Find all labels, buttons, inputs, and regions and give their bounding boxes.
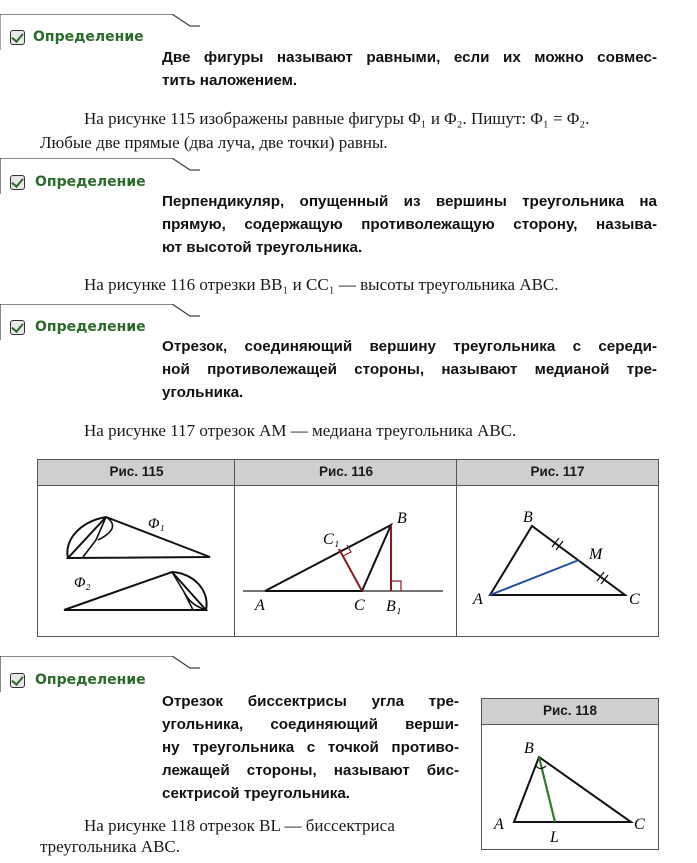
paragraph-1-line-1: На рисунке 115 изображены равные фигуры Φ₁ и Φ₂. Пишут: Φ₁ = Φ₂. xyxy=(84,109,590,128)
definition-text-2 xyxy=(162,190,657,259)
right-angle-mark xyxy=(391,581,401,591)
figure-header: Рис. 118 xyxy=(482,699,658,725)
label-c: C xyxy=(634,816,645,833)
figure-118 xyxy=(482,699,658,849)
def-line: угольника, соединяющий верши- xyxy=(162,716,459,733)
def-line: тить наложением. xyxy=(162,72,298,89)
checkbox-icon xyxy=(10,30,25,45)
paragraph-2: На рисунке 116 отрезки BB₁ и CC₁ — высоты треугольника ABC. xyxy=(84,275,559,294)
label-phi2: Φ₂ xyxy=(74,575,91,591)
paragraph-3: На рисунке 117 отрезок AM — медиана треугольника ABC. xyxy=(84,421,517,440)
label-a: A xyxy=(473,591,483,608)
paragraph-4-line-2: треугольника ABC. xyxy=(40,837,181,856)
label-l: L xyxy=(550,829,559,846)
definition-label: Определение xyxy=(35,672,146,688)
label-c1: C₁ xyxy=(323,531,340,548)
figure-115 xyxy=(38,460,234,636)
label-b: B xyxy=(523,509,533,526)
label-c: C xyxy=(354,597,365,614)
checkbox-icon xyxy=(10,673,25,688)
figure-116 xyxy=(235,460,456,636)
def-line: ют высотой треугольника. xyxy=(162,239,363,256)
figure-phi1 xyxy=(67,517,210,558)
checkbox-icon xyxy=(10,320,25,335)
def-line: сектрисой треугольника. xyxy=(162,785,351,802)
figure-header: Рис. 115 xyxy=(38,460,235,486)
figures-table xyxy=(37,459,659,637)
figure-118-box xyxy=(481,698,659,850)
figure-117 xyxy=(457,460,658,636)
label-m: M xyxy=(589,546,603,563)
triangle-abc xyxy=(514,757,631,822)
label-b: B xyxy=(524,740,534,757)
paragraph-4-line-1: На рисунке 118 отрезок BL — биссектриса xyxy=(84,816,395,835)
definition-text-1 xyxy=(162,46,657,92)
checkbox-icon xyxy=(10,175,25,190)
label-b1: B₁ xyxy=(386,598,402,615)
triangle-abc xyxy=(490,526,625,595)
def-line: ной противолежащей стороны, называют медианой тре- xyxy=(162,361,657,378)
altitude-cc1 xyxy=(339,549,362,591)
def-line: ну треугольника с точкой противо- xyxy=(162,739,459,756)
figure-header: Рис. 117 xyxy=(457,460,658,486)
label-a: A xyxy=(255,597,265,614)
label-c: C xyxy=(629,591,640,608)
definition-label: Определение xyxy=(33,29,144,45)
figure-header: Рис. 116 xyxy=(235,460,457,486)
paragraph-1-line-2: Любые две прямые (два луча, две точки) равны. xyxy=(40,133,388,152)
definition-text-3 xyxy=(162,335,657,404)
label-b: B xyxy=(397,510,407,527)
def-line: прямую, содержащую противолежащую сторону, называ- xyxy=(162,216,657,233)
def-line: Две фигуры называют равными, если их можно совмес- xyxy=(162,49,657,66)
median-am xyxy=(490,560,579,595)
definition-label: Определение xyxy=(35,319,146,335)
label-a: A xyxy=(494,816,504,833)
label-phi1: Φ₁ xyxy=(148,516,165,532)
definition-label: Определение xyxy=(35,174,146,190)
def-line: Перпендикуляр, опущенный из вершины треугольника на xyxy=(162,193,657,210)
def-line: угольника. xyxy=(162,384,244,401)
def-line: Отрезок, соединяющий вершину треугольника с середи- xyxy=(162,338,657,355)
def-line: лежащей стороны, называют бис- xyxy=(162,762,459,779)
definition-text-4 xyxy=(162,690,459,805)
def-line: Отрезок биссектрисы угла тре- xyxy=(162,693,459,710)
